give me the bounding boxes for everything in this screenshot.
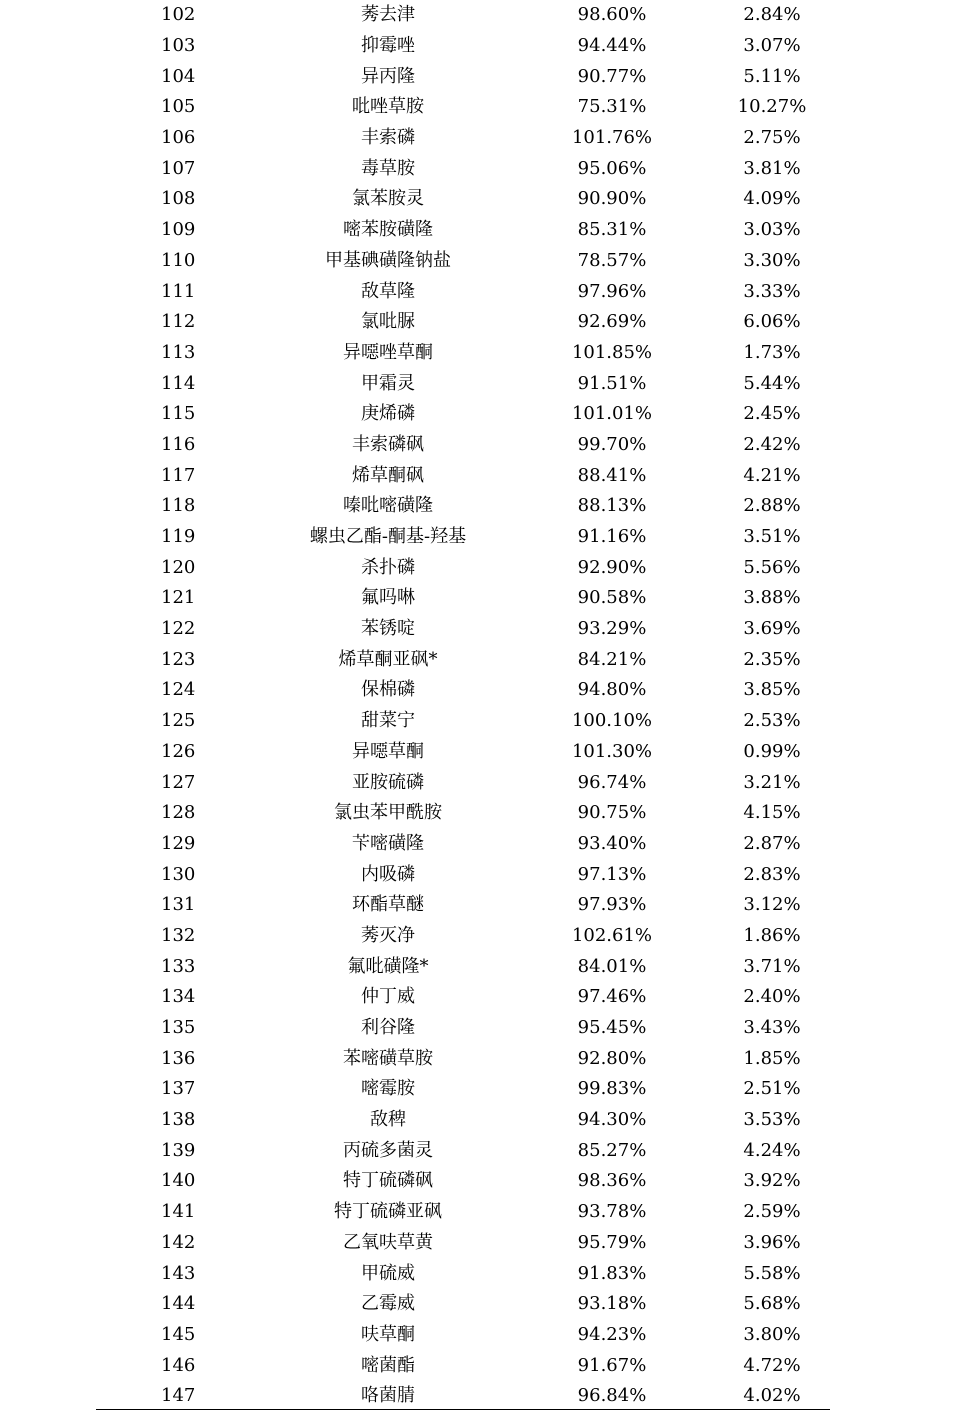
- compound-name: 嘧菌酯: [361, 1354, 415, 1376]
- recovery-value: 97.96%: [577, 280, 647, 302]
- rsd-value: 3.96%: [743, 1231, 801, 1253]
- compound-name: 氯苯胺灵: [352, 188, 424, 210]
- rsd-value: 5.56%: [743, 556, 801, 578]
- rsd-value: 3.92%: [743, 1170, 801, 1192]
- rsd-value: 4.21%: [743, 464, 801, 486]
- recovery-value: 93.29%: [577, 618, 647, 640]
- recovery-value: 95.06%: [577, 157, 647, 179]
- table-row: [96, 1135, 830, 1166]
- compound-name: 氯吡脲: [361, 311, 415, 333]
- table-row: [96, 522, 830, 553]
- recovery-value: 93.78%: [577, 1201, 647, 1223]
- row-number: 122: [161, 618, 196, 640]
- row-number: 110: [161, 249, 196, 271]
- compound-name: 苯嘧磺草胺: [343, 1047, 433, 1069]
- rsd-value: 10.27%: [737, 96, 807, 118]
- table-row: [96, 491, 830, 522]
- rsd-value: 2.84%: [743, 4, 801, 26]
- compound-name: 异丙隆: [361, 65, 415, 87]
- recovery-value: 90.58%: [577, 587, 647, 609]
- row-number: 138: [161, 1109, 196, 1131]
- rsd-value: 2.87%: [743, 832, 801, 854]
- row-number: 109: [161, 219, 196, 241]
- table-row: [96, 798, 830, 829]
- compound-name: 嘧霉胺: [361, 1078, 415, 1100]
- recovery-value: 97.13%: [577, 863, 647, 885]
- recovery-value: 94.80%: [577, 679, 647, 701]
- compound-name: 庚烯磷: [361, 403, 415, 425]
- compound-name: 抑霉唑: [361, 35, 415, 57]
- rsd-value: 3.71%: [743, 955, 801, 977]
- recovery-value: 92.69%: [577, 311, 647, 333]
- recovery-value: 101.85%: [571, 341, 653, 363]
- table-row: [96, 737, 830, 768]
- row-number: 142: [161, 1231, 196, 1253]
- rsd-value: 6.06%: [743, 311, 801, 333]
- recovery-value: 84.01%: [577, 955, 647, 977]
- compound-name: 吡唑草胺: [352, 96, 424, 118]
- row-number: 118: [161, 495, 196, 517]
- compound-name: 螺虫乙酯-酮基-羟基: [309, 526, 467, 548]
- compound-name: 敌稗: [370, 1109, 406, 1131]
- table-row: [96, 338, 830, 369]
- table-row: [96, 767, 830, 798]
- table-row: [96, 215, 830, 246]
- rsd-value: 2.53%: [743, 710, 801, 732]
- recovery-value: 84.21%: [577, 648, 647, 670]
- row-number: 124: [161, 679, 196, 701]
- rsd-value: 3.43%: [743, 1017, 801, 1039]
- row-number: 105: [161, 96, 196, 118]
- row-number: 129: [161, 832, 196, 854]
- rsd-value: 4.72%: [743, 1354, 801, 1376]
- rsd-value: 3.33%: [743, 280, 801, 302]
- rsd-value: 0.99%: [743, 740, 801, 762]
- compound-name: 氟吡磺隆*: [347, 955, 429, 977]
- table-row: [96, 1043, 830, 1074]
- row-number: 140: [161, 1170, 196, 1192]
- row-number: 123: [161, 648, 196, 670]
- table-row: [96, 1074, 830, 1105]
- rsd-value: 2.59%: [743, 1201, 801, 1223]
- recovery-value: 93.40%: [577, 832, 647, 854]
- table-row: [96, 246, 830, 277]
- rsd-value: 4.09%: [743, 188, 801, 210]
- table-row: [96, 675, 830, 706]
- recovery-value: 91.16%: [577, 526, 647, 548]
- table-row: [96, 890, 830, 921]
- recovery-value: 78.57%: [577, 249, 647, 271]
- table-row: [96, 1381, 830, 1412]
- table-row: [96, 921, 830, 952]
- recovery-value: 88.13%: [577, 495, 647, 517]
- recovery-value: 85.31%: [577, 219, 647, 241]
- compound-name: 丰索磷砜: [352, 433, 424, 455]
- row-number: 108: [161, 188, 196, 210]
- recovery-value: 97.46%: [577, 986, 647, 1008]
- compound-name: 嗪吡嘧磺隆: [343, 495, 433, 517]
- results-table-container: [96, 0, 830, 1412]
- recovery-value: 98.36%: [577, 1170, 647, 1192]
- rsd-value: 3.80%: [743, 1323, 801, 1345]
- compound-name: 仲丁威: [361, 986, 415, 1008]
- compound-name: 环酯草醚: [352, 894, 424, 916]
- rsd-value: 3.51%: [743, 526, 801, 548]
- rsd-value: 3.07%: [743, 35, 801, 57]
- row-number: 131: [161, 894, 196, 916]
- recovery-value: 100.10%: [571, 710, 653, 732]
- compound-name: 氟吗啉: [361, 587, 415, 609]
- row-number: 119: [161, 526, 196, 548]
- compound-name: 异噁草酮: [352, 740, 424, 762]
- table-row: [96, 1289, 830, 1320]
- rsd-value: 4.02%: [743, 1385, 801, 1407]
- row-number: 141: [161, 1201, 196, 1223]
- table-row: [96, 123, 830, 154]
- recovery-value: 101.76%: [571, 127, 653, 149]
- table-row: [96, 399, 830, 430]
- rsd-value: 1.86%: [743, 924, 801, 946]
- rsd-value: 4.24%: [743, 1139, 801, 1161]
- table-row: [96, 1320, 830, 1351]
- recovery-value: 75.31%: [577, 96, 647, 118]
- rsd-value: 3.21%: [743, 771, 801, 793]
- table-row: [96, 951, 830, 982]
- table-row: [96, 368, 830, 399]
- recovery-value: 94.30%: [577, 1109, 647, 1131]
- compound-name: 特丁硫磷亚砜: [334, 1201, 442, 1223]
- table-row: [96, 583, 830, 614]
- compound-name: 苄嘧磺隆: [352, 832, 424, 854]
- results-table: [96, 0, 830, 1412]
- compound-name: 杀扑磷: [361, 556, 415, 578]
- recovery-value: 102.61%: [571, 924, 653, 946]
- row-number: 113: [161, 341, 196, 363]
- row-number: 143: [161, 1262, 196, 1284]
- table-row: [96, 1228, 830, 1259]
- recovery-value: 94.44%: [577, 35, 647, 57]
- recovery-value: 101.30%: [571, 740, 653, 762]
- compound-name: 乙霉威: [361, 1293, 415, 1315]
- row-number: 136: [161, 1047, 196, 1069]
- compound-name: 丙硫多菌灵: [343, 1139, 433, 1161]
- table-row: [96, 153, 830, 184]
- recovery-value: 96.84%: [577, 1385, 647, 1407]
- table-row: [96, 1197, 830, 1228]
- compound-name: 莠去津: [361, 4, 415, 26]
- rsd-value: 4.15%: [743, 802, 801, 824]
- row-number: 114: [161, 372, 196, 394]
- compound-name: 毒草胺: [361, 157, 415, 179]
- table-row: [96, 706, 830, 737]
- rsd-value: 2.83%: [743, 863, 801, 885]
- row-number: 145: [161, 1323, 196, 1345]
- rsd-value: 2.88%: [743, 495, 801, 517]
- row-number: 127: [161, 771, 196, 793]
- row-number: 126: [161, 740, 196, 762]
- compound-name: 甲基碘磺隆钠盐: [325, 249, 451, 271]
- rsd-value: 2.45%: [743, 403, 801, 425]
- row-number: 139: [161, 1139, 196, 1161]
- rsd-value: 3.88%: [743, 587, 801, 609]
- row-number: 137: [161, 1078, 196, 1100]
- row-number: 132: [161, 924, 196, 946]
- table-row: [96, 1350, 830, 1381]
- recovery-value: 90.75%: [577, 802, 647, 824]
- compound-name: 氯虫苯甲酰胺: [334, 802, 442, 824]
- rsd-value: 5.68%: [743, 1293, 801, 1315]
- table-row: [96, 982, 830, 1013]
- recovery-value: 91.67%: [577, 1354, 647, 1376]
- row-number: 120: [161, 556, 196, 578]
- rsd-value: 5.11%: [743, 65, 801, 87]
- compound-name: 甜菜宁: [361, 710, 415, 732]
- recovery-value: 88.41%: [577, 464, 647, 486]
- row-number: 133: [161, 955, 196, 977]
- rsd-value: 3.30%: [743, 249, 801, 271]
- compound-name: 苯锈啶: [361, 618, 415, 640]
- rsd-value: 3.53%: [743, 1109, 801, 1131]
- compound-name: 甲硫威: [361, 1262, 415, 1284]
- recovery-value: 95.79%: [577, 1231, 647, 1253]
- compound-name: 亚胺硫磷: [352, 771, 424, 793]
- compound-name: 特丁硫磷砜: [343, 1170, 433, 1192]
- compound-name: 呋草酮: [361, 1323, 415, 1345]
- table-row: [96, 92, 830, 123]
- recovery-value: 97.93%: [577, 894, 647, 916]
- compound-name: 甲霜灵: [361, 372, 415, 394]
- recovery-value: 96.74%: [577, 771, 647, 793]
- compound-name: 咯菌腈: [361, 1385, 415, 1407]
- results-table-body: [96, 0, 830, 1412]
- table-row: [96, 184, 830, 215]
- row-number: 135: [161, 1017, 196, 1039]
- row-number: 128: [161, 802, 196, 824]
- compound-name: 异噁唑草酮: [343, 341, 433, 363]
- compound-name: 保棉磷: [361, 679, 415, 701]
- table-row: [96, 1013, 830, 1044]
- row-number: 121: [161, 587, 196, 609]
- recovery-value: 99.70%: [577, 433, 647, 455]
- table-row: [96, 430, 830, 461]
- row-number: 130: [161, 863, 196, 885]
- table-row: [96, 644, 830, 675]
- row-number: 117: [161, 464, 196, 486]
- rsd-value: 5.44%: [743, 372, 801, 394]
- row-number: 102: [161, 4, 196, 26]
- table-row: [96, 0, 830, 31]
- row-number: 125: [161, 710, 196, 732]
- row-number: 104: [161, 65, 196, 87]
- rsd-value: 3.12%: [743, 894, 801, 916]
- compound-name: 烯草酮砜: [352, 464, 424, 486]
- compound-name: 丰索磷: [361, 127, 415, 149]
- recovery-value: 101.01%: [571, 403, 653, 425]
- rsd-value: 3.69%: [743, 618, 801, 640]
- rsd-value: 3.03%: [743, 219, 801, 241]
- row-number: 144: [161, 1293, 196, 1315]
- recovery-value: 91.83%: [577, 1262, 647, 1284]
- rsd-value: 3.85%: [743, 679, 801, 701]
- table-row: [96, 31, 830, 62]
- recovery-value: 98.60%: [577, 4, 647, 26]
- row-number: 103: [161, 35, 196, 57]
- recovery-value: 91.51%: [577, 372, 647, 394]
- row-number: 106: [161, 127, 196, 149]
- row-number: 111: [161, 280, 196, 302]
- rsd-value: 3.81%: [743, 157, 801, 179]
- compound-name: 利谷隆: [361, 1017, 415, 1039]
- table-row: [96, 829, 830, 860]
- table-row: [96, 61, 830, 92]
- row-number: 134: [161, 986, 196, 1008]
- recovery-value: 94.23%: [577, 1323, 647, 1345]
- row-number: 112: [161, 311, 196, 333]
- rsd-value: 5.58%: [743, 1262, 801, 1284]
- rsd-value: 2.51%: [743, 1078, 801, 1100]
- recovery-value: 85.27%: [577, 1139, 647, 1161]
- compound-name: 敌草隆: [361, 280, 415, 302]
- compound-name: 莠灭净: [361, 924, 415, 946]
- recovery-value: 90.77%: [577, 65, 647, 87]
- recovery-value: 95.45%: [577, 1017, 647, 1039]
- row-number: 115: [161, 403, 196, 425]
- recovery-value: 92.80%: [577, 1047, 647, 1069]
- table-row: [96, 460, 830, 491]
- row-number: 147: [161, 1385, 196, 1407]
- table-row: [96, 552, 830, 583]
- row-number: 107: [161, 157, 196, 179]
- compound-name: 乙氧呋草黄: [343, 1231, 433, 1253]
- rsd-value: 2.40%: [743, 986, 801, 1008]
- rsd-value: 1.85%: [743, 1047, 801, 1069]
- recovery-value: 92.90%: [577, 556, 647, 578]
- row-number: 146: [161, 1354, 196, 1376]
- recovery-value: 99.83%: [577, 1078, 647, 1100]
- table-row: [96, 1166, 830, 1197]
- table-row: [96, 307, 830, 338]
- rsd-value: 2.42%: [743, 433, 801, 455]
- compound-name: 嘧苯胺磺隆: [343, 219, 433, 241]
- rsd-value: 1.73%: [743, 341, 801, 363]
- table-row: [96, 614, 830, 645]
- table-row: [96, 1258, 830, 1289]
- compound-name: 烯草酮亚砜*: [338, 648, 438, 670]
- rsd-value: 2.75%: [743, 127, 801, 149]
- row-number: 116: [161, 433, 196, 455]
- rsd-value: 2.35%: [743, 648, 801, 670]
- table-row: [96, 859, 830, 890]
- recovery-value: 93.18%: [577, 1293, 647, 1315]
- table-bottom-rule: [96, 1409, 830, 1410]
- recovery-value: 90.90%: [577, 188, 647, 210]
- compound-name: 内吸磷: [361, 863, 415, 885]
- table-row: [96, 276, 830, 307]
- table-row: [96, 1105, 830, 1136]
